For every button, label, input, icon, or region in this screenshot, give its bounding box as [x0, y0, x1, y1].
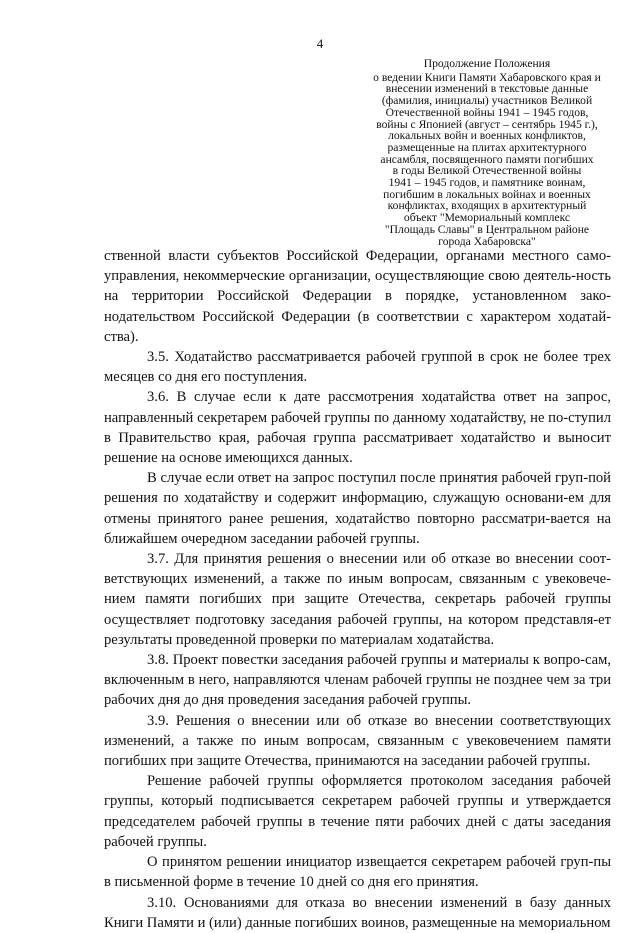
paragraph-3-7: 3.7. Для принятия решения о внесении или об отказе во внесении соот-ветствующих изменений, а также по иным вопросам, связанным с увековече-нием памяти погибших при защите Отечества, секретарь рабочей группы осуществляет подготовку заседания рабочей группы, на котором представля-ет результаты проведенной проверки по материалам ходатайства.	[104, 551, 611, 648]
header-line: "Площадь Славы" в Центральном районе	[384, 222, 590, 236]
paragraph-3-6: 3.6. В случае если к дате рассмотрения ходатайства ответ на запрос, направленный секретарем рабочей группы по данному ходатайству, не по-ступил в Правительство края, рабочая группа рассматривает ходатайство и выносит решение на основе имеющихся данных.	[104, 389, 611, 467]
page-number: 4	[316, 36, 324, 51]
header-line: ансамбля, посвященного памяти погибших	[380, 152, 594, 166]
paragraph-3-9: 3.9. Решения о внесении или об отказе во внесении соответствующих изменений, а также по иным вопросам, связанным с увековечением памяти погибших при защите Отечества, принимаются на заседании рабочей группы.	[104, 712, 611, 770]
header-line: (фамилия, инициалы) участников Великой	[381, 94, 593, 108]
paragraph-continuation: ственной власти субъектов Российской Федерации, органами местного само-управления, некоммерческие организации, осуществляющие свою деятель-ность на территории Российской Федерации в порядке, установленном зако-нодательством Российской Федерации (в соответствии с характером ходатай-ства).	[104, 248, 611, 345]
header-line: города Хабаровска"	[438, 234, 536, 248]
header-line: войны с Японией (август – сентябрь 1945 г.),	[376, 117, 598, 131]
header-line: объект "Мемориальный комплекс	[403, 211, 571, 225]
header-line: внесении изменений в текстовые данные	[385, 82, 589, 96]
paragraph-3-9-protocol: Решение рабочей группы оформляется протоколом заседания рабочей группы, который подписывается секретарем рабочей группы и утверждается председателем рабочей группы в течение пяти рабочих дней с даты заседания рабочей группы.	[104, 773, 611, 850]
document-header	[358, 58, 616, 247]
header-line: 1941 – 1945 годов, и памятнике воинам,	[388, 176, 586, 190]
paragraph-3-5: 3.5. Ходатайство рассматривается рабочей группой в срок не более трех месяцев со дня его поступления.	[104, 349, 611, 386]
document-body	[104, 246, 611, 933]
header-title: Продолжение Положения	[423, 57, 551, 70]
paragraph-3-8: 3.8. Проект повестки заседания рабочей группы и материалы к вопро-сам, включенным в него, направляются членам рабочей группы не позднее чем за три рабочих дня до дня проведения заседания рабочей группы.	[104, 652, 611, 709]
header-line: конфликтах, входящих в архитектурный	[387, 199, 587, 213]
header-line: в годы Великой Отечественной войны	[392, 164, 582, 178]
header-line: локальных войн и военных конфликтов,	[388, 129, 586, 143]
paragraph-3-6-late-response: В случае если ответ на запрос поступил после принятия рабочей груп-пой решения по ходатайству и содержит информацию, служащую основани-ем для отмены принятого ранее решения, ходатайство повторно рассматри-вается на ближайшем очередном заседании рабочей группы.	[104, 470, 611, 547]
header-line: погибшим в локальных войнах и военных	[383, 187, 591, 201]
paragraph-3-9-notification: О принятом решении инициатор извещается секретарем рабочей груп-пы в письменной форме в течение 10 дней со дня его принятия.	[104, 854, 611, 891]
paragraph-3-10: 3.10. Основаниями для отказа во внесении изменений в базу данных Книги Памяти и (или) данные погибших воинов, размещенные на мемориальном	[104, 894, 611, 931]
header-line: Отечественной войны 1941 – 1945 годов,	[385, 105, 589, 119]
header-line: о ведении Книги Памяти Хабаровского края и	[373, 70, 601, 84]
header-line: размещенные на плитах архитектурного	[387, 140, 587, 154]
